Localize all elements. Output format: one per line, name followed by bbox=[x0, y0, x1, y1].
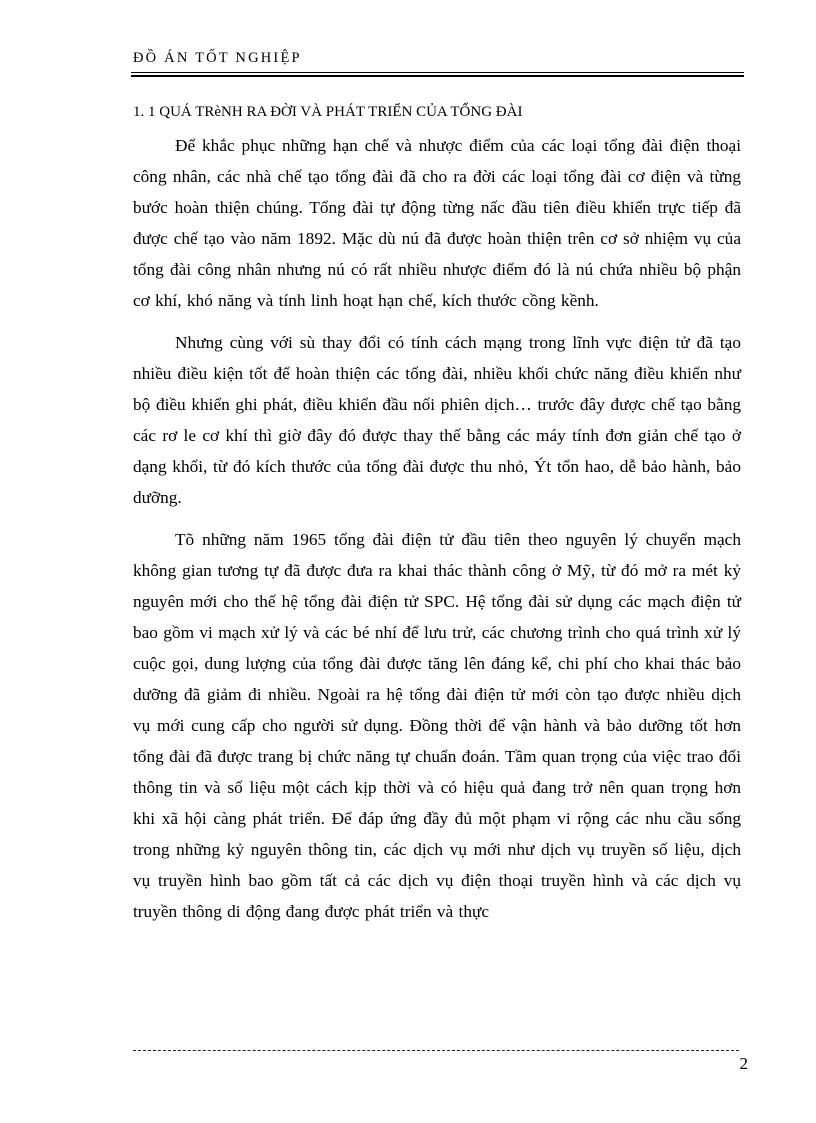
paragraph-1: Để khắc phục những hạn chế và nhược điểm của các loại tổng đài điện thoại công nhân, các nhà chế tạo tổng đài đã cho ra đời các loại tổng đài cơ điện và từng bước hoàn thiện chúng. Tổng đài tự động từng nấc đầu tiên điều khiển trực tiếp đã được chế tạo vào năm 1892. Mặc dù nú đã được hoàn thiện trên cơ sở nhiệm vụ của tổng đài công nhân nhưng nú có rất nhiều nhược điểm đó là nú chứa nhiều bộ phận cơ khí, khó năng và tính linh hoạt hạn chế, kích thước cồng kềnh. bbox=[133, 136, 741, 310]
body-text bbox=[133, 130, 741, 927]
running-header-title: ĐỒ ÁN TỐT NGHIỆP bbox=[133, 50, 302, 66]
section-heading: 1. 1 QUÁ TRèNH RA ĐỜI VÀ PHÁT TRIỂN CỦA TỔNG ĐÀI bbox=[133, 104, 523, 120]
paragraph-3: Tõ những năm 1965 tổng đài điện tử đầu tiên theo nguyên lý chuyển mạch không gian tương tự đã được đưa ra khai thác thành công ở Mỹ, từ đó mở ra mét kỷ nguyên mới cho thế hệ tổng đài điện tử SPC. Hệ tổng đài sử dụng các mạch điện tử bao gồm vi mạch xử lý và các bé nhí để lưu trử, các chương trình cho quá trình xử lý cuộc gọi, dung lượng của tổng đài được tăng lên đáng kể, chi phí cho khai thác bảo dưỡng đã giảm đi nhiều. Ngoài ra hệ tổng đài điện tử mới còn tạo được nhiều dịch vụ mới cung cấp cho người sử dụng. Đồng thời để vận hành và bảo dưỡng tốt hơn tổng đài đã được trang bị chức năng tự chuẩn đoán. Tầm quan trọng của việc trao đổi thông tin và số liệu một cách kịp thời và có hiệu quả đang trở nên quan trọng hơn khi xã hội càng phát triển. Để đáp ứng đầy đủ một phạm vi rộng các nhu cầu sống trong những kỷ nguyên thông tin, các dịch vụ mới như dịch vụ truyền số liệu, dịch vụ truyền hình bao gồm tất cả các dịch vụ điện thoại truyền hình và các dịch vụ truyền thông di động đang được phát triển và thực bbox=[133, 530, 741, 921]
paragraph-2: Nhưng cùng với sù thay đổi có tính cách mạng trong lĩnh vực điện tử đã tạo nhiều điều kiện tốt để hoàn thiện các tổng đài, nhiều khối chức năng điều khiển như bộ điều khiển ghi phát, điều khiển đầu nối phiên dịch… trước đây được chế tạo bằng các rơ le cơ khí thì giờ đây đó được thay thế bằng các máy tính đơn giản chế tạo ở dạng khối, từ đó kích thước của tổng đài được thu nhỏ, Ýt tổn hao, dễ bảo hành, bảo dưỡng. bbox=[133, 333, 741, 507]
header-rule-thick bbox=[131, 75, 744, 77]
footer-rule bbox=[133, 1050, 739, 1051]
header-rule-thin bbox=[131, 72, 744, 73]
page-number: 2 bbox=[739, 1054, 748, 1073]
